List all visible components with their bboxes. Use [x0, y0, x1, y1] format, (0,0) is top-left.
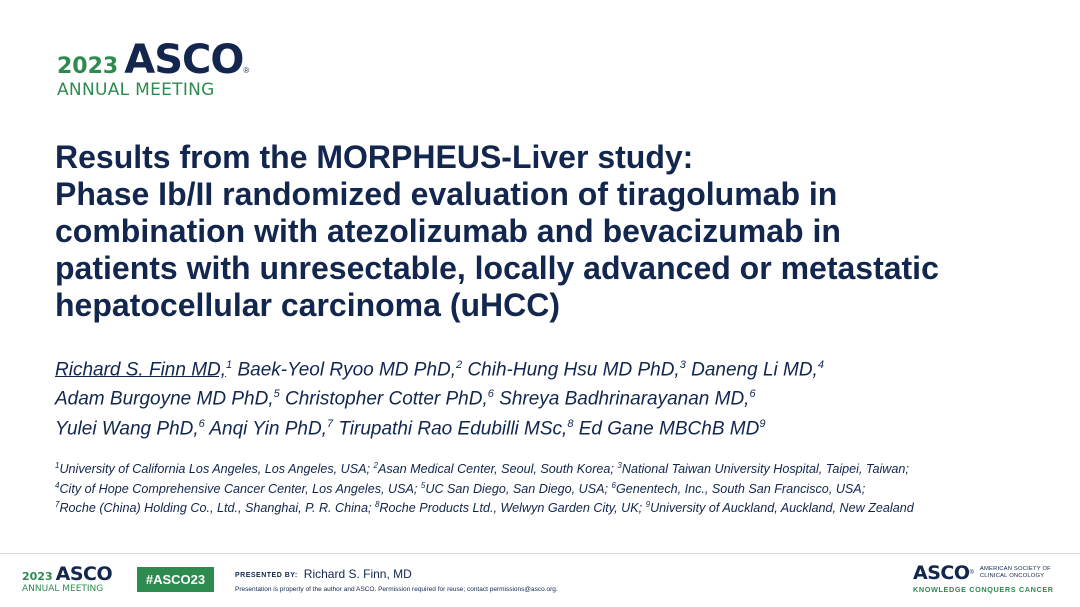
footer-asco-annual-meeting-logo — [22, 565, 112, 594]
affiliation-text: Roche (China) Holding Co., Ltd., Shanghai, P. R. China; — [59, 501, 375, 516]
affiliation-text: City of Hope Comprehensive Cancer Center, Los Angeles, USA; — [59, 481, 421, 496]
affiliation-ref: 2 — [456, 359, 463, 371]
footer-divider — [0, 553, 1080, 554]
copyright-disclaimer: Presentation is property of the author and ASCO. Permission required for reuse; contact permissions@asco.org. — [235, 586, 558, 593]
affiliation-text: National Taiwan University Hospital, Taipei, Taiwan; — [621, 462, 909, 477]
affiliation-text: Genentech, Inc., South San Francisco, USA; — [616, 481, 866, 496]
presenting-author: Richard S. Finn MD, — [55, 359, 227, 381]
affiliation-ref: 5 — [273, 388, 280, 401]
author-name: Shreya Badhrinarayanan MD, — [493, 388, 750, 410]
affiliation-number: 1 — [55, 461, 60, 470]
affiliation-ref: 7 — [326, 417, 334, 430]
footer-logo-year: 2023 — [22, 570, 53, 583]
affiliation-ref: 6 — [749, 388, 756, 401]
logo-registered-mark: ® — [243, 66, 250, 75]
affiliation-line — [55, 458, 1065, 478]
author-name: Tirupathi Rao Edubilli MSc, — [333, 417, 568, 439]
author-name: Baek-Yeol Ryoo MD PhD, — [232, 359, 457, 381]
author-name: Ed Gane MBChB MD — [573, 417, 760, 439]
affiliation-ref: 1 — [226, 359, 233, 371]
footer-logo-brand: ASCO — [55, 563, 113, 585]
affiliation-text: Asan Medical Center, Seoul, South Korea; — [377, 462, 618, 477]
author-line — [55, 382, 1055, 411]
logo-brand: ASCO — [124, 37, 244, 83]
affiliation-line — [55, 478, 1065, 498]
author-name: Anqi Yin PhD, — [204, 417, 327, 439]
affiliation-ref: 3 — [679, 359, 686, 371]
affiliation-number: 4 — [55, 480, 60, 490]
presented-by — [235, 567, 412, 581]
author-list — [55, 353, 1055, 441]
author-name: Daneng Li MD, — [685, 359, 818, 381]
society-tagline: KNOWLEDGE CONQUERS CANCER — [913, 585, 1054, 594]
author-name: Yulei Wang PhD, — [55, 417, 199, 439]
society-name-line: CLINICAL ONCOLOGY — [979, 573, 1045, 579]
society-logo-brand: ASCO — [913, 562, 970, 584]
slide-title — [55, 139, 1045, 324]
author-line — [55, 412, 1055, 441]
affiliation-text: Roche Products Ltd., Welwyn Garden City, UK; — [379, 501, 646, 516]
asco-annual-meeting-logo — [57, 37, 250, 100]
affiliation-line — [55, 497, 1065, 517]
author-name: Adam Burgoyne MD PhD, — [55, 388, 274, 410]
affiliation-number: 7 — [55, 500, 60, 510]
society-name — [980, 566, 1051, 580]
presented-by-label: PRESENTED BY: — [235, 572, 298, 579]
footer-logo-subtitle: ANNUAL MEETING — [22, 584, 104, 594]
author-line — [55, 353, 1055, 382]
affiliation-number: 6 — [611, 480, 616, 490]
affiliation-number: 9 — [645, 500, 651, 510]
affiliation-ref: 8 — [567, 417, 574, 430]
society-name-line: AMERICAN SOCIETY OF — [979, 566, 1051, 572]
affiliation-number: 2 — [373, 461, 378, 470]
affiliation-ref: 9 — [759, 417, 766, 430]
affiliations — [55, 458, 1065, 517]
title-line: patients with unresectable, locally advanced or metastatic — [55, 250, 939, 286]
author-name: Christopher Cotter PhD, — [279, 388, 488, 410]
title-line: Phase Ib/II randomized evaluation of tiragolumab in — [55, 176, 838, 212]
affiliation-ref: 4 — [817, 359, 824, 371]
title-line: combination with atezolizumab and bevacizumab in — [55, 213, 841, 249]
presenter-name: Richard S. Finn, MD — [303, 567, 412, 581]
title-line: hepatocellular carcinoma (uHCC) — [55, 287, 560, 323]
affiliation-ref: 6 — [198, 417, 205, 430]
affiliation-number: 8 — [374, 500, 380, 510]
asco-society-logo — [913, 563, 1063, 594]
logo-subtitle: ANNUAL MEETING — [57, 80, 215, 100]
logo-year: 2023 — [57, 54, 119, 79]
hashtag-badge: #ASCO23 — [137, 567, 214, 592]
affiliation-number: 5 — [420, 480, 426, 490]
affiliation-text: UC San Diego, San Diego, USA; — [425, 481, 612, 496]
affiliation-text: University of California Los Angeles, Los Angeles, USA; — [59, 462, 374, 477]
society-registered-mark: ® — [969, 570, 974, 576]
author-name: Chih-Hung Hsu MD PhD, — [462, 359, 680, 381]
affiliation-ref: 6 — [487, 388, 494, 401]
affiliation-number: 3 — [617, 461, 622, 470]
affiliation-text: University of Auckland, Auckland, New Zealand — [650, 501, 914, 516]
title-line: Results from the MORPHEUS-Liver study: — [55, 139, 694, 175]
